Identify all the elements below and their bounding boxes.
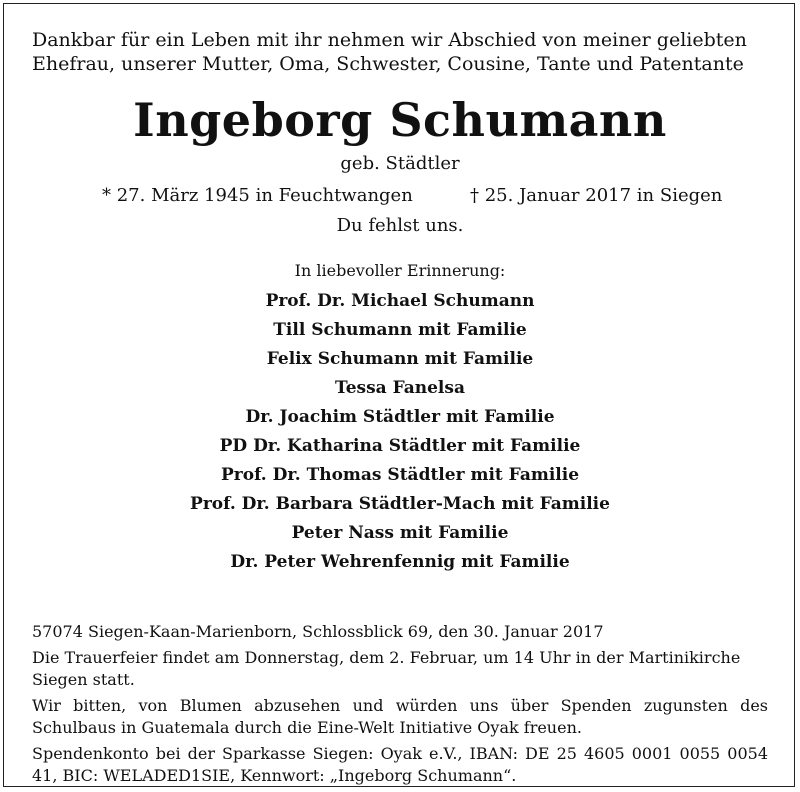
maiden-name: geb. Städtler xyxy=(340,153,460,174)
mourner-item: Dr. Joachim Städtler mit Familie xyxy=(245,407,555,427)
missed-text: Du fehlst uns. xyxy=(336,215,464,236)
mourner-item: Felix Schumann mit Familie xyxy=(266,349,534,369)
intro-text: Dankbar für ein Leben mit ihr nehmen wir Abschied von meiner geliebten Ehefrau, unserer Mutter, Oma, Schwester, Cousine, Tante und Patentante xyxy=(32,29,747,75)
mourners-list xyxy=(0,287,800,577)
address-line: 57074 Siegen-Kaan-Marienborn, Schlossblick 69, den 30. Januar 2017 xyxy=(32,622,604,641)
mourner-item: Prof. Dr. Barbara Städtler-Mach mit Familie xyxy=(190,494,610,514)
bank-details: Spendenkonto bei der Sparkasse Siegen: Oyak e.V., IBAN: DE 25 4605 0001 0055 0054 41, BIC: WELADED1SIE, Kennwort: „Ingeborg Schumann“. xyxy=(32,744,768,785)
mourner-item: Till Schumann mit Familie xyxy=(273,320,527,340)
deceased-name: Ingeborg Schumann xyxy=(133,93,667,147)
mourner-item: Peter Nass mit Familie xyxy=(291,523,509,543)
donation-request: Wir bitten, von Blumen abzusehen und würden uns über Spenden zugunsten des Schulbaus in Guatemala durch die Eine-Welt Initiative Oyak freuen. xyxy=(32,696,768,737)
mourner-item: Prof. Dr. Thomas Städtler mit Familie xyxy=(220,465,580,485)
service-info: Die Trauerfeier findet am Donnerstag, dem 2. Februar, um 14 Uhr in der Martinikirche Siegen statt. xyxy=(32,648,741,689)
memory-heading: In liebevoller Erinnerung: xyxy=(294,261,506,280)
mourner-item: PD Dr. Katharina Städtler mit Familie xyxy=(219,436,581,456)
mourner-item: Prof. Dr. Michael Schumann xyxy=(265,291,535,311)
footer-info xyxy=(32,621,768,791)
mourner-item: Dr. Peter Wehrenfennig mit Familie xyxy=(230,552,570,572)
mourner-item: Tessa Fanelsa xyxy=(335,378,465,398)
birth-date: * 27. März 1945 in Feuchtwangen xyxy=(102,185,413,206)
life-dates xyxy=(0,183,800,209)
death-date: † 25. Januar 2017 in Siegen xyxy=(470,185,723,206)
